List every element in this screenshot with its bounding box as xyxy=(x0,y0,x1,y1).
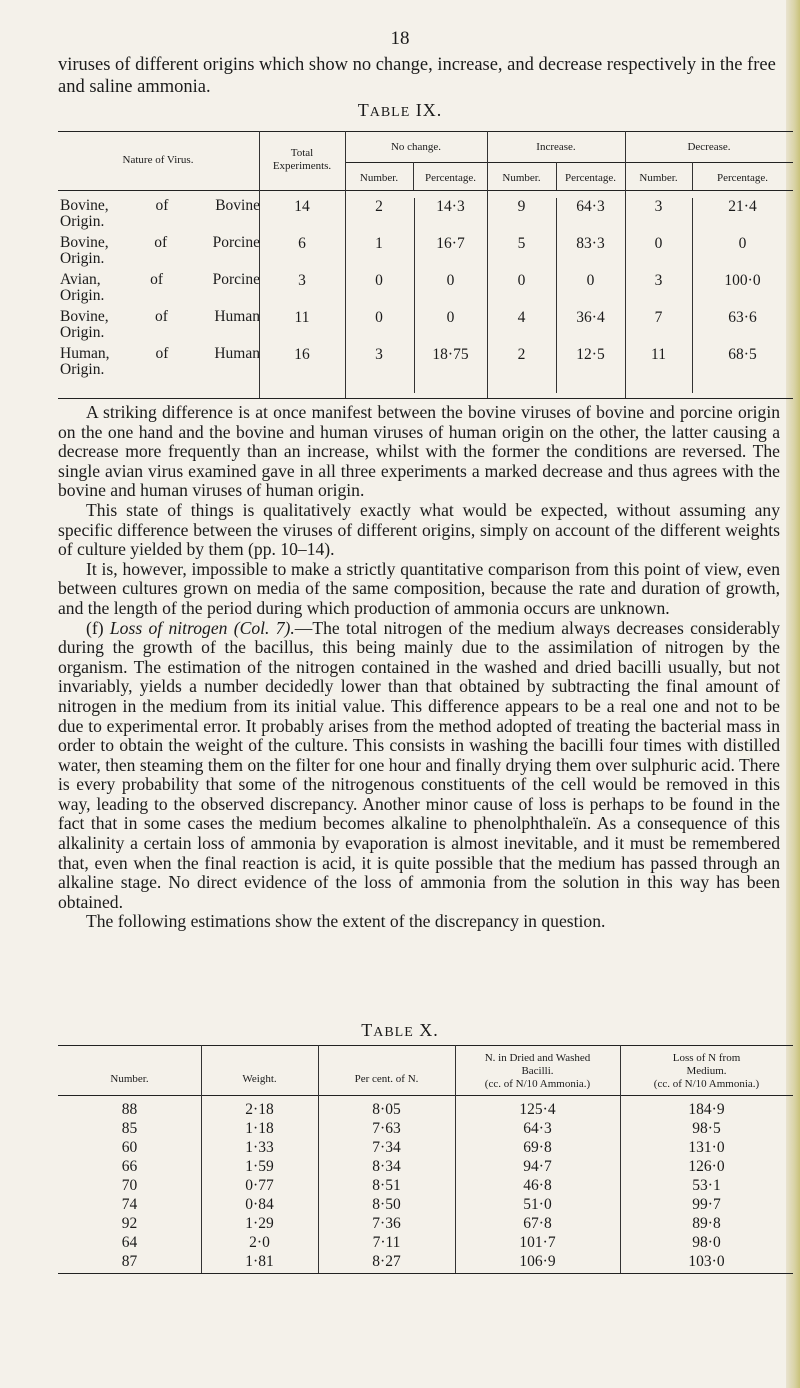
col-increase-header: Increase. xyxy=(536,141,576,153)
loss-cell: 98·0 xyxy=(692,1234,721,1251)
total-cell: 14 xyxy=(294,198,310,215)
weight-cell: 0·77 xyxy=(245,1177,274,1194)
virus-name: Human, of Human Origin. xyxy=(60,345,260,378)
dec-pct-cell: 100·0 xyxy=(724,272,761,289)
number-cell: 70 xyxy=(121,1177,138,1194)
nc-pct-cell: 14·3 xyxy=(436,198,465,215)
weight-cell: 0·84 xyxy=(245,1196,274,1213)
nc-num-cell: 2 xyxy=(375,198,383,215)
loss-cell: 103·0 xyxy=(688,1253,725,1270)
loss-cell: 99·7 xyxy=(692,1196,721,1213)
loss-cell: 89·8 xyxy=(692,1215,721,1232)
inc-pct-cell: 83·3 xyxy=(576,235,605,252)
percent-cell: 7·11 xyxy=(372,1234,401,1251)
table-10-title xyxy=(0,1020,800,1041)
percent-cell: 7·36 xyxy=(372,1215,401,1232)
sub-header-percentage: Percentage. xyxy=(565,172,616,184)
percent-cell: 8·34 xyxy=(372,1158,401,1175)
virus-name: Bovine, of Bovine Origin. xyxy=(60,197,260,230)
dried-cell: 64·3 xyxy=(523,1120,552,1137)
sub-header-percentage: Percentage. xyxy=(717,172,768,184)
nc-num-cell: 0 xyxy=(375,309,383,326)
weight-cell: 2·0 xyxy=(249,1234,270,1251)
table-9-title xyxy=(0,100,800,121)
loss-cell: 53·1 xyxy=(692,1177,721,1194)
number-cell: 85 xyxy=(121,1120,138,1137)
col-percent-header: Per cent. of N. xyxy=(354,1073,419,1085)
dried-cell: 46·8 xyxy=(523,1177,552,1194)
inc-num-cell: 2 xyxy=(517,346,526,363)
nc-pct-cell: 16·7 xyxy=(436,235,465,252)
dec-pct-cell: 0 xyxy=(738,235,747,252)
inc-num-cell: 5 xyxy=(517,235,526,252)
col-nature-header: Nature of Virus. xyxy=(122,154,194,166)
table-10-title-first: T xyxy=(361,1020,374,1040)
number-cell: 88 xyxy=(121,1101,138,1118)
dried-cell: 106·9 xyxy=(519,1253,556,1270)
nc-num-cell: 3 xyxy=(375,346,383,363)
intro-text: viruses of different origins which show no change, increase, and decrease respectively in the free and saline ammonia. xyxy=(58,55,776,97)
number-cell: 60 xyxy=(121,1139,138,1156)
table-9-header-rule xyxy=(58,190,793,191)
loss-cell: 126·0 xyxy=(688,1158,725,1175)
weight-cell: 1·33 xyxy=(245,1139,274,1156)
inc-pct-cell: 64·3 xyxy=(576,198,605,215)
total-cell: 6 xyxy=(298,235,306,252)
dried-cell: 101·7 xyxy=(519,1234,556,1251)
dec-num-cell: 11 xyxy=(651,346,666,363)
dried-cell: 94·7 xyxy=(523,1158,552,1175)
dried-cell: 125·4 xyxy=(519,1101,556,1118)
number-cell: 74 xyxy=(121,1196,138,1213)
number-cell: 66 xyxy=(121,1158,138,1175)
number-cell: 64 xyxy=(121,1234,138,1251)
percent-cell: 7·34 xyxy=(372,1139,401,1156)
weight-cell: 2·18 xyxy=(245,1101,274,1118)
table-9-bottom-rule xyxy=(58,398,793,399)
nc-num-cell: 1 xyxy=(375,235,383,252)
paragraph: It is, however, impossible to make a strictly quantitative comparison from this point of view, even between cultures grown on media of the same composition, because the rate and duration of growth, and the length of the period during which production of ammonia occurs are unknown. xyxy=(58,558,780,618)
paragraph: This state of things is qualitatively exactly what would be expected, without assuming any specific difference between the viruses of different origins, simply on account of the different weights of culture yielded by them (pp. 10–14). xyxy=(58,499,780,560)
table-10-title-num: X. xyxy=(419,1020,439,1040)
sub-header-number: Number. xyxy=(359,172,399,184)
nc-pct-cell: 0 xyxy=(446,272,455,289)
sub-header-number: Number. xyxy=(502,172,541,184)
body-text xyxy=(58,403,780,932)
total-cell: 3 xyxy=(298,272,306,289)
table-9-title-rest: ABLE xyxy=(369,105,411,120)
col-loss-header: Loss of N from Medium. (cc. of N/10 Ammonia.) xyxy=(653,1052,760,1090)
sub-header-percentage: Percentage. xyxy=(425,172,476,184)
dec-pct-cell: 21·4 xyxy=(728,198,757,215)
dried-cell: 51·0 xyxy=(523,1196,552,1213)
dried-cell: 69·8 xyxy=(523,1139,552,1156)
dec-num-cell: 3 xyxy=(654,272,663,289)
virus-name: Avian, of Porcine Origin. xyxy=(60,271,260,304)
total-cell: 16 xyxy=(294,346,310,363)
dec-num-cell: 0 xyxy=(654,235,663,252)
virus-name: Bovine, of Human Origin. xyxy=(60,308,260,341)
nc-pct-cell: 18·75 xyxy=(432,346,469,363)
page-number: 18 xyxy=(390,28,410,49)
percent-cell: 8·50 xyxy=(372,1196,401,1213)
col-total-header: Total Experiments. xyxy=(272,147,332,172)
inc-num-cell: 4 xyxy=(517,309,526,326)
weight-cell: 1·18 xyxy=(245,1120,274,1137)
percent-cell: 7·63 xyxy=(372,1120,401,1137)
col-no-change-header: No change. xyxy=(390,141,442,153)
paragraph: The following estimations show the extent of the discrepancy in question. xyxy=(86,911,606,932)
weight-cell: 1·29 xyxy=(245,1215,274,1232)
dec-num-cell: 7 xyxy=(654,309,663,326)
percent-cell: 8·51 xyxy=(372,1177,401,1194)
weight-cell: 1·81 xyxy=(245,1253,274,1270)
loss-cell: 184·9 xyxy=(688,1101,725,1118)
table-10-title-rest: ABLE xyxy=(373,1025,414,1040)
weight-cell: 1·59 xyxy=(245,1158,274,1175)
percent-cell: 8·27 xyxy=(372,1253,401,1270)
inc-num-cell: 9 xyxy=(517,198,526,215)
col-dried-header: N. in Dried and Washed Bacilli. (cc. of N/10 Ammonia.) xyxy=(484,1052,591,1090)
col-decrease-header: Decrease. xyxy=(687,141,731,153)
table-10-top-rule xyxy=(58,1045,793,1046)
inc-pct-cell: 0 xyxy=(586,272,595,289)
inc-pct-cell: 36·4 xyxy=(576,309,605,326)
table-9-title-num: IX. xyxy=(415,100,443,120)
loss-cell: 98·5 xyxy=(692,1120,721,1137)
percent-cell: 8·05 xyxy=(372,1101,401,1118)
inc-pct-cell: 12·5 xyxy=(576,346,605,363)
loss-cell: 131·0 xyxy=(688,1139,725,1156)
sub-header-number: Number. xyxy=(639,172,678,184)
paragraph: A striking difference is at once manifest between the bovine viruses of bovine and porcine origin on the one hand and the bovine and human viruses of human origin on the other, the latter causing a decrease more frequently than an increase, whilst with the former the conditions are reversed. The single avian virus examined gave in all three experiments a marked decrease and thus agrees with the bovine and human viruses of human origin. xyxy=(58,402,780,501)
col-weight-header: Weight. xyxy=(242,1073,277,1085)
inc-num-cell: 0 xyxy=(517,272,526,289)
table-10-bottom-rule xyxy=(58,1273,793,1274)
paragraph-loss-of-nitrogen: (f) Loss of nitrogen (Col. 7).—The total nitrogen of the medium always decreases considerably during the growth of the bacillus, this being mainly due to the assimilation of nitrogen by the organism. The estimation of the nitrogen contained in the washed and dried bacilli usually, but not invariably, yields a number decidedly lower than that obtained by subtracting the final amount of nitrogen in the medium from its initial value. This difference appears to be a real one and not to be due to experimental error. It probably arises from the method adopted of treating the bacterial mass in order to obtain the weight of the culture. This consists in washing the bacilli four times with distilled water, then steaming them on the filter for one hour and finally drying them over sulphuric acid. There is every probability that some of the nitrogenous constituents of the cell would be removed in this way, leading to the observed discrepancy. Another minor cause of loss is perhaps to be found in the fact that in some cases the medium becomes alkaline to phenolphthaleïn. As a consequence of this alkalinity a certain loss of ammonia by evaporation is almost inevitable, and it must be remembered that, even when the final reaction is acid, it is quite possible that the medium has passed through an alkaline stage. No direct evidence of the loss of ammonia from the solution in this way has been obtained. xyxy=(58,617,780,912)
dec-pct-cell: 68·5 xyxy=(728,346,757,363)
virus-name: Bovine, of Porcine Origin. xyxy=(60,234,260,267)
col-number-header: Number. xyxy=(110,1073,149,1085)
dried-cell: 67·8 xyxy=(523,1215,552,1232)
dec-pct-cell: 63·6 xyxy=(728,309,757,326)
nc-pct-cell: 0 xyxy=(446,309,455,326)
number-cell: 92 xyxy=(121,1215,138,1232)
total-cell: 11 xyxy=(294,309,310,326)
table-10-header-rule xyxy=(58,1095,793,1096)
table-9-top-rule xyxy=(58,131,793,132)
nc-num-cell: 0 xyxy=(375,272,383,289)
table-9-title-first: T xyxy=(357,100,370,120)
number-cell: 87 xyxy=(121,1253,138,1270)
dec-num-cell: 3 xyxy=(654,198,663,215)
